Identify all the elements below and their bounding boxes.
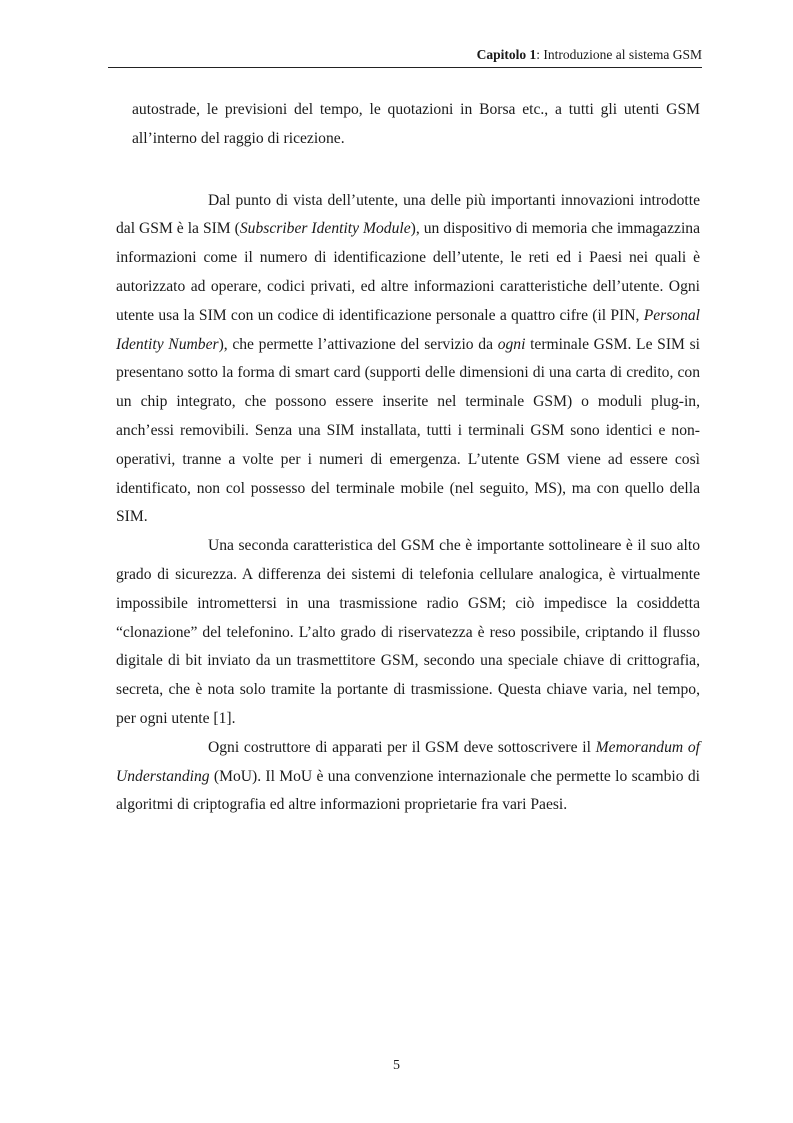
- paragraph-2-text-e: ), che permette l’attivazione del servizio da: [218, 335, 498, 353]
- paragraph-2-text-g: terminale GSM. Le SIM si presentano sotto la forma di smart card (supporti delle dimensioni di una carta di credito, con un chip integrato, che possono essere inserite nel terminale GSM) o moduli plug-in, anch’essi removibili. Senza una SIM installata, tutti i terminali GSM sono identici e non-operativi, tranne a volte per i numeri di emergenza. L’utente GSM viene ad essere così identificato, non col possesso del terminale mobile (nel seguito, MS), ma con quello della SIM.: [116, 335, 700, 526]
- paragraph-3: Una seconda caratteristica del GSM che è importante sottolineare è il suo alto grado di sicurezza. A differenza dei sistemi di telefonia cellulare analogica, è virtualmente impossibile intromettersi in una trasmissione radio GSM; ciò impedisce la cosiddetta “clonazione” del telefonino. L’alto grado di riservatezza è reso possibile, criptando il flusso digitale di bit inviato da un trasmettitore GSM, secondo una speciale chiave di crittografia, secreta, che è nota solo tramite la portante di trasmissione. Questa chiave varia, nel tempo, per ogni utente [1].: [116, 537, 700, 727]
- paragraph-4-text-a: Ogni costruttore di apparati per il GSM deve sottoscrivere il: [208, 738, 596, 756]
- running-header: [108, 47, 702, 63]
- paragraph-2-italic-ogni: ogni: [497, 335, 526, 353]
- paragraph-4-italic-mou: Memorandum of Understanding: [116, 738, 700, 785]
- paragraph-1: autostrade, le previsioni del tempo, le quotazioni in Borsa etc., a tutti gli utenti GSM all’interno del raggio di ricezione.: [132, 101, 700, 147]
- paragraph-2-text-a: Dal punto di vista dell’utente, una delle più importanti innovazioni introdotte dal GSM è la SIM (: [116, 191, 700, 238]
- paragraph-2-text-c: ), un dispositivo di memoria che immagazzina informazioni come il numero di identificazione dell’utente, le reti ed i Paesi nei quali è autorizzato ad operare, codici privati, ed altre informazioni caratteristiche dell’utente. Ogni utente usa la SIM con un codice di identificazione personale a quattro cifre (il PIN,: [116, 220, 700, 324]
- body-text: [116, 96, 700, 820]
- paragraph-4: [116, 734, 700, 820]
- chapter-label: Capitolo 1: [476, 47, 537, 62]
- paragraph-2-italic-sim: Subscriber Identity Module: [239, 220, 411, 238]
- chapter-title: : Introduzione al sistema GSM: [536, 47, 702, 62]
- paragraph-4-text-c: (MoU). Il MoU è una convenzione internazionale che permette lo scambio di algoritmi di criptografia ed altre informazioni proprietarie fra vari Paesi.: [116, 767, 700, 814]
- page-number: 5: [393, 1058, 400, 1073]
- paragraph-2: [116, 187, 700, 533]
- paragraph-2-italic-pin: Personal Identity Number: [116, 306, 700, 353]
- paragraph-gap: [116, 154, 700, 187]
- header-rule: [108, 67, 702, 68]
